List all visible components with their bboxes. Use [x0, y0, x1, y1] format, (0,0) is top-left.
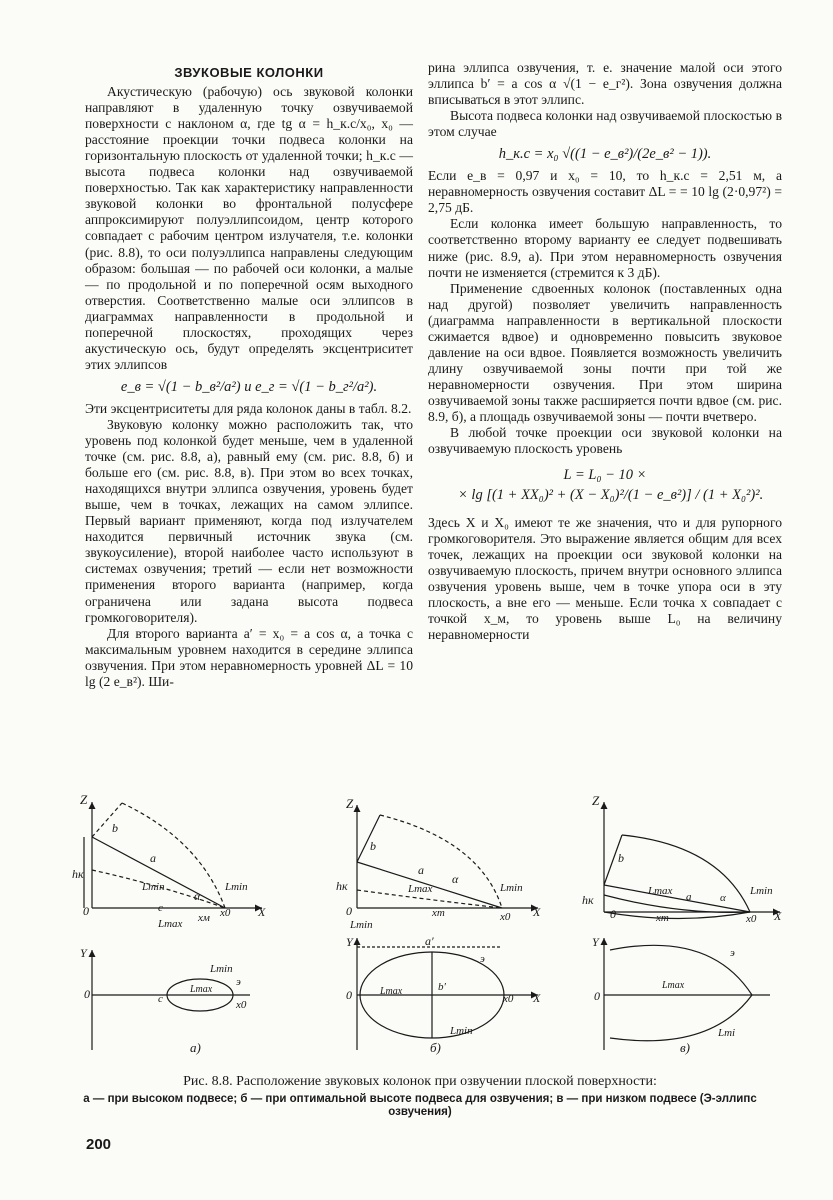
label-b-z: Z: [346, 796, 354, 811]
label-a-lmin2: Lmin: [225, 881, 248, 893]
label-panel-a: а): [190, 1040, 201, 1055]
right-paragraph-3: Если e_в = 0,97 и x₀ = 10, то h_к.с = 2,51 м, а неравномерность озвучения составит ΔL = = 10 lg (2·0,97²) = 2,75 дБ.: [428, 168, 782, 216]
right-paragraph-6: В любой точке проекции оси звуковой колонки на озвучиваемую плоскость уровень: [428, 425, 782, 457]
label-b-e: э: [480, 953, 485, 965]
right-paragraph-7: Здесь X и X₀ имеют те же значения, что и для рупорного громкоговорителя. Это выражение является общим для всех точек, лежащих на проекции оси звуковой колонки на озвучиваемую плоскость, причем внутри основного эллипса озвучения уровень выше, чем в точке упора оси в эту плоскость, а вне его — меньше. Если точка x совпадает с точкой x_м, то уровень выше L₀ на величину неравномерности: [428, 515, 782, 643]
label-b-zero: 0: [346, 904, 352, 918]
label-b-lmax: Lmax: [408, 883, 433, 895]
label-b-alpha: α: [452, 872, 459, 886]
label-c-hk: hк: [582, 893, 594, 907]
label-b-zero2: 0: [346, 988, 352, 1002]
label-a-zero2: 0: [84, 987, 90, 1001]
left-paragraph-4: Для второго варианта a′ = x₀ = a cos α, а точка с максимальным уровнем находится в середине эллипса озвучения. При этом неравномерность уровней ΔL = 10 lg (2 e_в²). Ши-: [85, 625, 413, 689]
label-b-hk: hк: [336, 879, 348, 893]
label-a-x0: x0: [220, 907, 231, 919]
label-a-lmax: Lmax: [158, 918, 183, 930]
panel-c-plan: [604, 938, 770, 1050]
label-a-xm: xм: [198, 912, 210, 924]
figure-8-8: [70, 790, 790, 1060]
label-c-y: Y: [592, 935, 599, 949]
label-a-y: Y: [80, 946, 87, 960]
label-c-x0: x0: [746, 913, 757, 925]
caption-detail: а — при высоком подвесе; б — при оптимальной высоте подвеса для озвучения; в — при низком подвесе (Э-эллипс озвучения): [83, 1093, 757, 1118]
label-a-lmax2: Lmax: [190, 984, 213, 995]
label-c-zero: 0: [610, 907, 616, 921]
label-c-xm: xm: [656, 912, 669, 924]
label-c-b: b: [618, 851, 624, 865]
label-a-c2: c: [158, 993, 163, 1005]
figure-caption: [80, 1074, 760, 1119]
label-panel-b: б): [430, 1040, 441, 1055]
section-heading: ЗВУКОВЫЕ КОЛОНКИ: [174, 65, 324, 80]
label-b-lmin1: Lmin: [500, 882, 523, 894]
label-c-x: X: [774, 909, 782, 923]
label-a-x02: x0: [236, 999, 247, 1011]
label-a-x: X: [258, 905, 266, 919]
label-a-a: a: [150, 851, 156, 865]
label-a-e: э: [236, 976, 241, 988]
label-c-lmin: Lmin: [750, 885, 773, 897]
label-a-alpha: α: [194, 889, 201, 903]
label-b-x0: x0: [500, 911, 511, 923]
caption-title: Рис. 8.8. Расположение звуковых колонок при озвучении плоской поверхности:: [183, 1074, 657, 1089]
label-a-lmin1: Lmin: [142, 881, 165, 893]
label-c-lmax2: Lmax: [662, 980, 685, 991]
page-number: 200: [86, 1136, 112, 1153]
right-paragraph-1: рина эллипса озвучения, т. е. значение малой оси этого эллипса b′ = a cos α √(1 − e_г²). Зона озвучения должна вписываться в этот эллипс.: [428, 60, 782, 108]
label-b-b: b: [370, 839, 376, 853]
label-b-aprime: a′: [425, 934, 434, 948]
left-paragraph-1: Акустическую (рабочую) ось звуковой колонки направляют в удаленную точку озвучиваемой поверхности с наклоном α, где tg α = h_к.с/x₀, x₀ — расстояние проекции точки подвеса колонки на горизонтальную плоскость от удаленной точки; h_к.с — высота подвеса колонки над озвучиваемой поверхностью. Так как характеристику направленности звуковой колонки во фронтальной полусфере аппроксимируют полуэллипсоидом, центр которого совпадает с рабочим центром излучателя, т.е. колонки (рис. 8.8), то оси полуэллипса направлены следующим образом: большая — по рабочей оси колонки, а малые — по продольной и по поперечной осям выходного отверстия. Соответственно малые оси эллипсов в диаграммах направленности в продольной и поперечной плоскостях, проходящих через акустическую ось, будут определять эксцентриситет этих эллипсов: [85, 84, 413, 372]
label-b-x2: X: [533, 991, 541, 1005]
label-b-a: a: [418, 863, 424, 877]
height-formula: h_к.с = x₀ √((1 − e_в²)/(2e_в² − 1)).: [498, 146, 712, 163]
level-formula-line-2: × lg [(1 + XX₀)² + (X − X₀)²/(1 − e_в²)] / (1 + X₀²)².: [458, 487, 764, 504]
label-a-c: c: [158, 902, 163, 914]
label-b-x02: x0: [503, 993, 514, 1005]
label-c-a: a: [686, 891, 692, 903]
label-b-lmin2: Lmin: [350, 919, 373, 931]
left-paragraph-3: Звуковую колонку можно расположить так, что уровень под колонкой будет меньше, чем в удаленной точке (см. рис. 8.8, а), равный ему (см. рис. 8.8, б) и больше его (см. рис. 8.8, в). При этом во всех точках, находящихся внутри эллипса озвучения, уровень будет выше, чем в точках, лежащих на самом эллипсе. Первый вариант применяют, когда под излучателем находится первичный источник звука (см. звукоусиление), второй наиболее часто используют в системах озвучения; третий — если нет возможности применения второго варианта (например, когда ограничена или задана высота подвеса громкоговорителя).: [85, 416, 413, 625]
label-b-xm: xm: [432, 907, 445, 919]
right-paragraph-2: Высота подвеса колонки над озвучиваемой плоскостью в этом случае: [428, 108, 782, 140]
right-column: [428, 60, 782, 644]
left-paragraph-2: Эти эксцентриситеты для ряда колонок даны в табл. 8.2.: [85, 400, 412, 416]
label-a-z: Z: [80, 792, 88, 807]
label-c-z: Z: [592, 793, 600, 808]
label-c-zero2: 0: [594, 989, 600, 1003]
left-column: [85, 60, 413, 690]
eccentricity-formula: e_в = √(1 − b_в²/a²) и e_г = √(1 − b_г²/a²).: [120, 378, 378, 395]
label-b-y: Y: [346, 935, 353, 949]
label-b-bprime: b′: [438, 981, 446, 993]
label-c-alpha: α: [720, 892, 726, 904]
label-c-lmax: Lmax: [648, 885, 673, 897]
label-a-b: b: [112, 821, 118, 835]
label-a-zero: 0: [83, 904, 89, 918]
level-formula-line-1: L = L₀ − 10 ×: [563, 467, 647, 484]
label-a-lmin3: Lmin: [210, 963, 233, 975]
panel-c-section: [604, 802, 780, 919]
label-c-lmin2: Lmi: [718, 1027, 736, 1039]
label-c-e: э: [730, 947, 735, 959]
label-b-lmin3: Lmin: [450, 1025, 473, 1037]
right-paragraph-4: Если колонка имеет большую направленность, то соответственно второму варианту ее следует подвешивать ниже (рис. 8.9, а). При этом неравномерность озвучения почти не изменяется (стремится к 3 дБ).: [428, 216, 782, 280]
level-formula: [428, 465, 782, 505]
right-paragraph-5: Применение сдвоенных колонок (поставленных одна над другой) позволяет увеличить направленность (диаграмма направленности в вертикальной плоскости сжимается вдвое) и одновременно повысить звуковое давление на оси вдвое. Появляется возможность увеличить длину озвучиваемой зоны почти при той же неравномерности озвучения. При этом ширина озвучиваемой зоны также расширяется почти вдвое (см. рис. 8.9, б), а площадь озвучиваемой зоны — почти вчетверо.: [428, 280, 782, 424]
label-b-lmax2: Lmax: [380, 986, 403, 997]
label-b-x: X: [533, 905, 541, 919]
label-a-hk: hк: [72, 867, 84, 881]
label-panel-c: в): [680, 1040, 690, 1055]
